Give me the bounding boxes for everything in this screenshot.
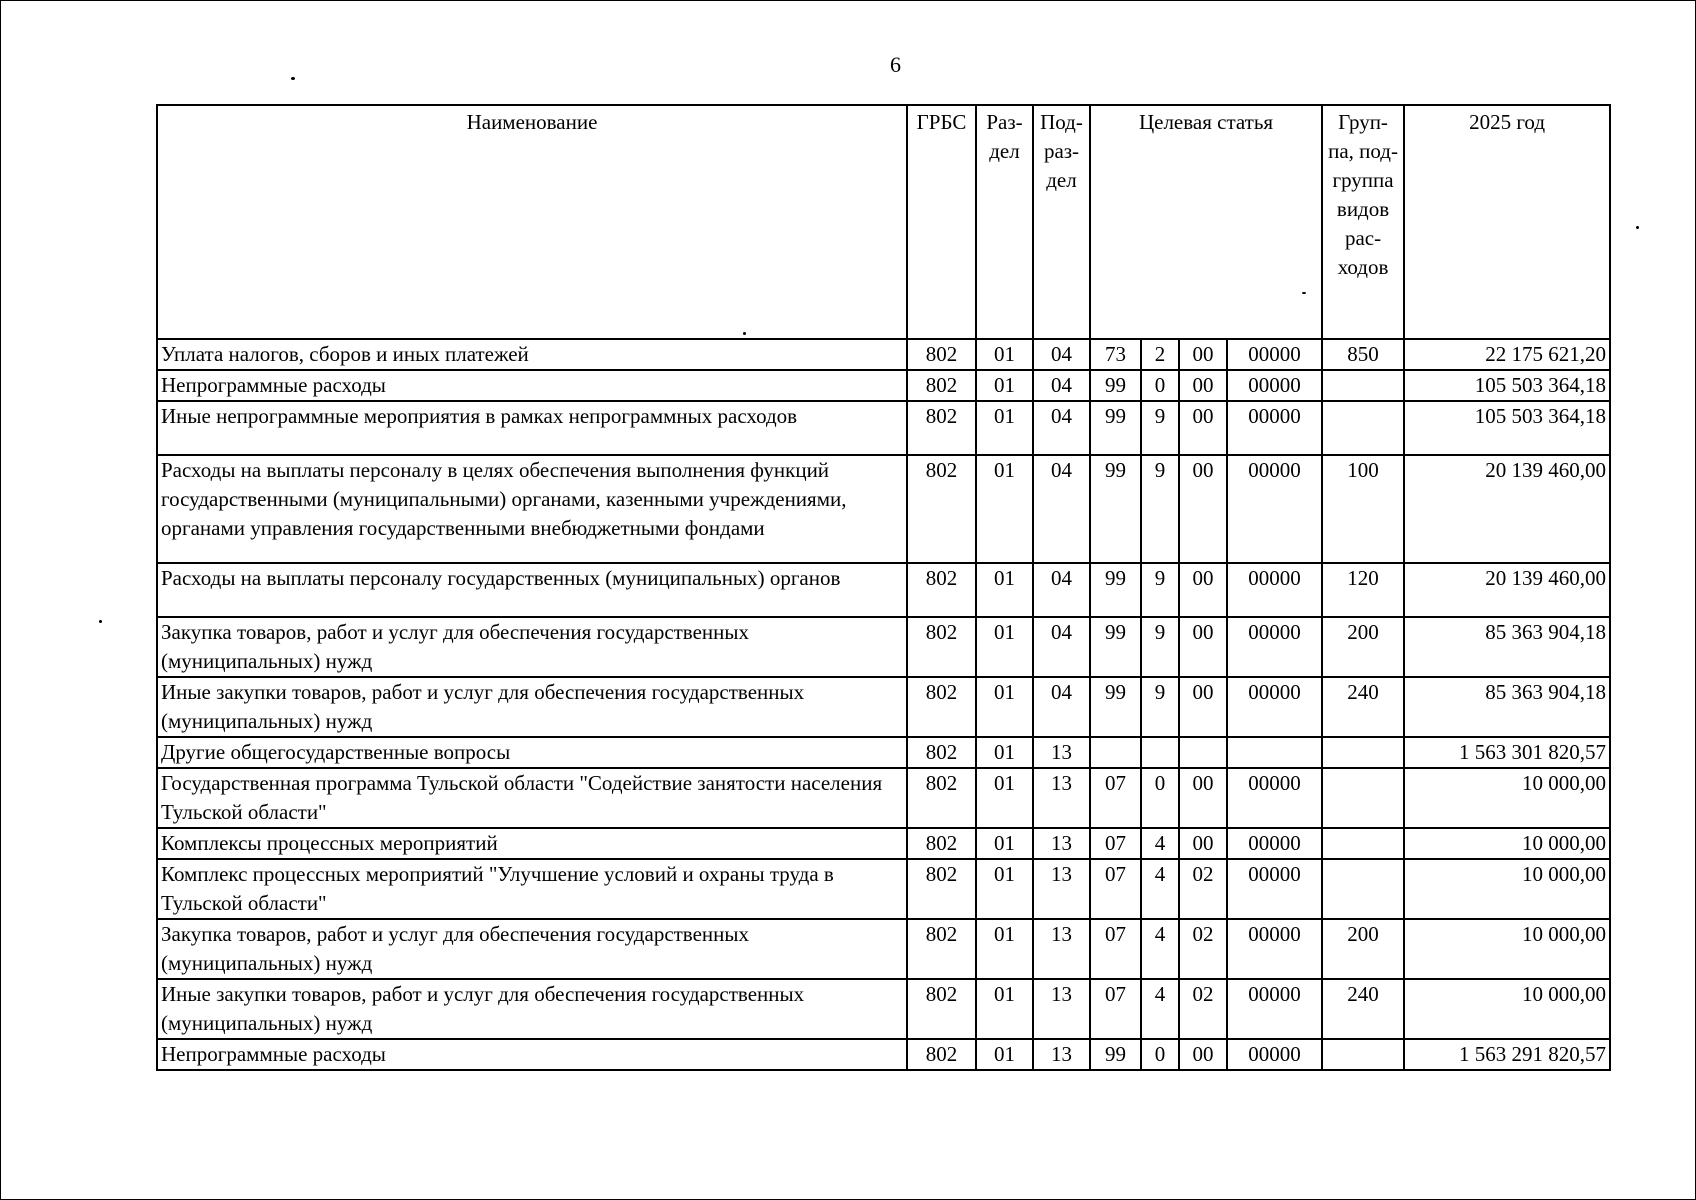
cell-subsection: 04 [1033, 563, 1090, 617]
cell-target-subprogram: 0 [1141, 1039, 1179, 1070]
cell-subsection: 13 [1033, 737, 1090, 768]
cell-grbs: 802 [907, 455, 976, 563]
cell-section: 01 [976, 828, 1033, 859]
cell-target-event: 02 [1179, 919, 1227, 979]
cell-section: 01 [976, 339, 1033, 370]
table-row [157, 859, 1610, 919]
cell-section: 01 [976, 370, 1033, 401]
cell-amount: 20 139 460,00 [1404, 455, 1610, 563]
cell-expense-group [1322, 828, 1404, 859]
table-row [157, 401, 1610, 455]
cell-target-event: 00 [1179, 677, 1227, 737]
cell-grbs: 802 [907, 401, 976, 455]
table-row [157, 828, 1610, 859]
cell-amount: 10 000,00 [1404, 828, 1610, 859]
cell-amount: 10 000,00 [1404, 919, 1610, 979]
cell-target-event: 00 [1179, 617, 1227, 677]
table-row [157, 455, 1610, 563]
cell-expense-group: 200 [1322, 617, 1404, 677]
cell-amount: 1 563 291 820,57 [1404, 1039, 1610, 1070]
cell-target-event: 00 [1179, 339, 1227, 370]
cell-target-direction: 00000 [1227, 563, 1322, 617]
cell-section: 01 [976, 1039, 1033, 1070]
table-row [157, 737, 1610, 768]
cell-grbs: 802 [907, 859, 976, 919]
cell-target-program: 99 [1090, 617, 1141, 677]
cell-target-subprogram: 4 [1141, 919, 1179, 979]
cell-target-program: 99 [1090, 677, 1141, 737]
cell-target-event: 02 [1179, 979, 1227, 1039]
table-row [157, 768, 1610, 828]
cell-target-event: 00 [1179, 828, 1227, 859]
cell-expense-group [1322, 737, 1404, 768]
cell-target-direction: 00000 [1227, 370, 1322, 401]
cell-target-direction: 00000 [1227, 339, 1322, 370]
cell-section: 01 [976, 617, 1033, 677]
cell-target-subprogram: 0 [1141, 370, 1179, 401]
table-row [157, 919, 1610, 979]
cell-name: Другие общегосударственные вопросы [157, 737, 907, 768]
budget-table [156, 104, 1611, 1071]
cell-grbs: 802 [907, 677, 976, 737]
cell-grbs: 802 [907, 919, 976, 979]
cell-target-direction: 00000 [1227, 455, 1322, 563]
cell-target-program: 73 [1090, 339, 1141, 370]
cell-target-direction: 00000 [1227, 919, 1322, 979]
cell-subsection: 04 [1033, 339, 1090, 370]
cell-target-direction: 00000 [1227, 768, 1322, 828]
cell-name: Комплекс процессных мероприятий "Улучшение условий и охраны труда в Тульской области" [157, 859, 907, 919]
cell-target-subprogram: 0 [1141, 768, 1179, 828]
cell-name: Непрограммные расходы [157, 1039, 907, 1070]
cell-target-program: 07 [1090, 979, 1141, 1039]
cell-expense-group [1322, 401, 1404, 455]
cell-grbs: 802 [907, 979, 976, 1039]
cell-target-program: 99 [1090, 401, 1141, 455]
cell-name: Уплата налогов, сборов и иных платежей [157, 339, 907, 370]
cell-expense-group: 850 [1322, 339, 1404, 370]
cell-amount: 85 363 904,18 [1404, 677, 1610, 737]
cell-target-program: 99 [1090, 370, 1141, 401]
cell-amount: 10 000,00 [1404, 768, 1610, 828]
cell-amount: 10 000,00 [1404, 859, 1610, 919]
cell-name: Расходы на выплаты персоналу государственных (муниципальных) органов [157, 563, 907, 617]
cell-expense-group: 240 [1322, 677, 1404, 737]
table-row [157, 979, 1610, 1039]
cell-grbs: 802 [907, 1039, 976, 1070]
cell-grbs: 802 [907, 768, 976, 828]
cell-expense-group [1322, 1039, 1404, 1070]
table-body [157, 339, 1610, 1070]
cell-subsection: 04 [1033, 617, 1090, 677]
cell-target-program: 99 [1090, 1039, 1141, 1070]
cell-subsection: 04 [1033, 370, 1090, 401]
cell-section: 01 [976, 563, 1033, 617]
cell-grbs: 802 [907, 828, 976, 859]
cell-section: 01 [976, 919, 1033, 979]
cell-target-event: 02 [1179, 859, 1227, 919]
cell-target-event: 00 [1179, 455, 1227, 563]
cell-target-program: 07 [1090, 768, 1141, 828]
cell-target-subprogram [1141, 737, 1179, 768]
cell-target-subprogram: 9 [1141, 677, 1179, 737]
cell-target-direction: 00000 [1227, 979, 1322, 1039]
cell-section: 01 [976, 737, 1033, 768]
cell-section: 01 [976, 677, 1033, 737]
cell-target-subprogram: 4 [1141, 859, 1179, 919]
cell-subsection: 04 [1033, 401, 1090, 455]
cell-target-subprogram: 9 [1141, 563, 1179, 617]
cell-name: Иные закупки товаров, работ и услуг для обеспечения государственных (муниципальных) нужд [157, 677, 907, 737]
cell-grbs: 802 [907, 563, 976, 617]
cell-grbs: 802 [907, 617, 976, 677]
cell-target-subprogram: 9 [1141, 617, 1179, 677]
cell-target-event: 00 [1179, 370, 1227, 401]
cell-section: 01 [976, 401, 1033, 455]
cell-subsection: 04 [1033, 455, 1090, 563]
cell-subsection: 13 [1033, 859, 1090, 919]
page-number: 6 [890, 52, 901, 77]
cell-subsection: 13 [1033, 1039, 1090, 1070]
header-expense-group: Груп- па, под- группа видов рас- ходов [1322, 105, 1404, 339]
cell-target-program: 07 [1090, 919, 1141, 979]
cell-section: 01 [976, 859, 1033, 919]
cell-target-direction: 00000 [1227, 859, 1322, 919]
cell-target-subprogram: 4 [1141, 979, 1179, 1039]
cell-amount: 105 503 364,18 [1404, 401, 1610, 455]
cell-target-event: 00 [1179, 1039, 1227, 1070]
cell-section: 01 [976, 768, 1033, 828]
cell-amount: 22 175 621,20 [1404, 339, 1610, 370]
cell-target-event: 00 [1179, 401, 1227, 455]
scan-speck [99, 620, 102, 623]
cell-expense-group [1322, 859, 1404, 919]
cell-name: Закупка товаров, работ и услуг для обеспечения государственных (муниципальных) нужд [157, 919, 907, 979]
cell-name: Комплексы процессных мероприятий [157, 828, 907, 859]
cell-expense-group: 200 [1322, 919, 1404, 979]
table-row [157, 563, 1610, 617]
cell-subsection: 13 [1033, 979, 1090, 1039]
cell-target-event: 00 [1179, 563, 1227, 617]
cell-expense-group [1322, 370, 1404, 401]
cell-section: 01 [976, 979, 1033, 1039]
cell-amount: 10 000,00 [1404, 979, 1610, 1039]
cell-amount: 105 503 364,18 [1404, 370, 1610, 401]
cell-subsection: 13 [1033, 828, 1090, 859]
cell-amount: 1 563 301 820,57 [1404, 737, 1610, 768]
header-target-article: Целевая статья [1090, 105, 1322, 339]
cell-target-event [1179, 737, 1227, 768]
header-year: 2025 год [1404, 105, 1610, 339]
cell-target-direction: 00000 [1227, 401, 1322, 455]
cell-target-direction: 00000 [1227, 1039, 1322, 1070]
cell-target-program [1090, 737, 1141, 768]
cell-section: 01 [976, 455, 1033, 563]
cell-target-program: 07 [1090, 828, 1141, 859]
cell-target-program: 07 [1090, 859, 1141, 919]
cell-target-program: 99 [1090, 455, 1141, 563]
cell-target-subprogram: 9 [1141, 455, 1179, 563]
scan-speck [1636, 226, 1639, 229]
cell-name: Иные непрограммные мероприятия в рамках непрограммных расходов [157, 401, 907, 455]
cell-target-subprogram: 4 [1141, 828, 1179, 859]
table-row [157, 617, 1610, 677]
cell-subsection: 13 [1033, 919, 1090, 979]
cell-name: Непрограммные расходы [157, 370, 907, 401]
cell-amount: 20 139 460,00 [1404, 563, 1610, 617]
table-row [157, 339, 1610, 370]
cell-target-direction [1227, 737, 1322, 768]
cell-grbs: 802 [907, 339, 976, 370]
table-header-row [157, 105, 1610, 339]
cell-expense-group: 120 [1322, 563, 1404, 617]
cell-name: Государственная программа Тульской области "Содействие занятости населения Тульской области" [157, 768, 907, 828]
cell-target-direction: 00000 [1227, 828, 1322, 859]
header-name: Наименование [157, 105, 907, 339]
cell-subsection: 13 [1033, 768, 1090, 828]
table-row [157, 1039, 1610, 1070]
cell-target-direction: 00000 [1227, 677, 1322, 737]
scan-speck [291, 77, 295, 80]
cell-expense-group: 240 [1322, 979, 1404, 1039]
table-row [157, 677, 1610, 737]
cell-subsection: 04 [1033, 677, 1090, 737]
cell-name: Расходы на выплаты персоналу в целях обеспечения выполнения функций государственными (муниципальными) органами, казенными учреждениями, органами управления государственными внебюджетными фондами [157, 455, 907, 563]
cell-grbs: 802 [907, 370, 976, 401]
header-grbs: ГРБС [907, 105, 976, 339]
cell-amount: 85 363 904,18 [1404, 617, 1610, 677]
cell-target-program: 99 [1090, 563, 1141, 617]
cell-grbs: 802 [907, 737, 976, 768]
cell-expense-group: 100 [1322, 455, 1404, 563]
header-subsection: Под- раз- дел [1033, 105, 1090, 339]
cell-target-subprogram: 2 [1141, 339, 1179, 370]
cell-target-event: 00 [1179, 768, 1227, 828]
cell-name: Закупка товаров, работ и услуг для обеспечения государственных (муниципальных) нужд [157, 617, 907, 677]
cell-expense-group [1322, 768, 1404, 828]
cell-target-direction: 00000 [1227, 617, 1322, 677]
cell-target-subprogram: 9 [1141, 401, 1179, 455]
table-row [157, 370, 1610, 401]
cell-name: Иные закупки товаров, работ и услуг для обеспечения государственных (муниципальных) нужд [157, 979, 907, 1039]
header-section: Раз- дел [976, 105, 1033, 339]
